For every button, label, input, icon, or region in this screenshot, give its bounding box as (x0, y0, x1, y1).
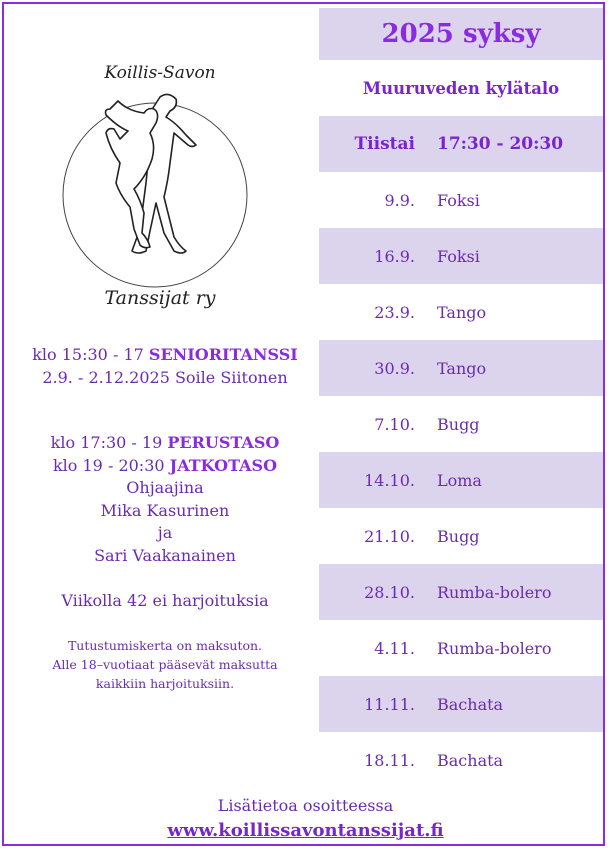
level-name: PERUSTASO (167, 433, 280, 452)
schedule-header (319, 116, 603, 172)
row-date: 14.10. (364, 470, 415, 490)
schedule-title: 2025 syksy (319, 8, 603, 60)
senior-time: klo 15:30 - 17 (32, 345, 149, 364)
instructor-second: Sari Vaakanainen (94, 545, 236, 565)
row-date: 11.11. (364, 694, 415, 714)
info-line: Tutustumiskerta on maksuton. (67, 638, 263, 653)
row-date: 21.10. (364, 526, 415, 546)
no-training-notice (20, 590, 310, 613)
footer-label: Lisätietoa osoitteessa (217, 796, 394, 815)
level-time: klo 17:30 - 19 (50, 433, 168, 452)
schedule-row (319, 564, 603, 620)
row-date: 9.9. (384, 190, 415, 210)
footer (0, 795, 611, 841)
club-logo (50, 55, 270, 325)
row-date: 28.10. (364, 582, 415, 602)
row-dance: Foksi (437, 190, 480, 210)
row-date: 18.11. (364, 750, 415, 770)
info-section (20, 636, 310, 693)
website-link[interactable]: www.koillissavontanssijat.fi (167, 819, 444, 841)
row-dance: Rumba-bolero (437, 638, 552, 658)
row-dance: Loma (437, 470, 482, 490)
row-dance: Bachata (437, 694, 504, 714)
schedule-row (319, 284, 603, 340)
schedule-row (319, 452, 603, 508)
schedule-row (319, 508, 603, 564)
schedule-row (319, 676, 603, 732)
header-day: Tiistai (354, 134, 415, 154)
row-date: 16.9. (374, 246, 415, 266)
schedule-row (319, 396, 603, 452)
row-dance: Bugg (437, 526, 480, 546)
info-line: kaikkiin harjoituksiin. (95, 676, 235, 691)
row-dance: Tango (437, 358, 487, 378)
schedule-row (319, 172, 603, 228)
notice-text: Viikolla 42 ei harjoituksia (61, 591, 269, 610)
header-time: 17:30 - 20:30 (437, 134, 564, 154)
row-dance: Foksi (437, 246, 480, 266)
info-line: Alle 18–vuotiaat pääsevät maksutta (52, 657, 278, 672)
senior-section (20, 344, 310, 389)
level-name: JATKOTASO (169, 455, 278, 475)
dancers-logo-icon (50, 55, 270, 325)
levels-section (20, 432, 310, 567)
row-dance: Bachata (437, 750, 504, 770)
instructors-and: ja (157, 523, 173, 542)
logo-title-top: Koillis-Savon (104, 63, 216, 83)
row-dance: Bugg (437, 414, 480, 434)
senior-name: SENIORITANSSI (148, 345, 298, 364)
schedule-row (319, 228, 603, 284)
row-date: 4.11. (374, 638, 415, 658)
row-dance: Tango (437, 302, 487, 322)
row-date: 30.9. (374, 358, 415, 378)
venue-name: Muuruveden kylätalo (362, 78, 560, 98)
schedule-row (319, 732, 603, 788)
logo-title-bottom: Tanssijat ry (104, 287, 216, 309)
instructors-label: Ohjaajina (126, 478, 204, 497)
level-time: klo 19 - 20:30 (52, 455, 170, 475)
row-date: 23.9. (374, 302, 415, 322)
schedule-table (319, 8, 603, 788)
senior-dates: 2.9. - 2.12.2025 Soile Siitonen (42, 367, 288, 387)
schedule-row (319, 620, 603, 676)
row-dance: Rumba-bolero (437, 582, 552, 602)
schedule-row (319, 340, 603, 396)
instructor-first: Mika Kasurinen (100, 500, 230, 520)
row-date: 7.10. (374, 414, 415, 434)
